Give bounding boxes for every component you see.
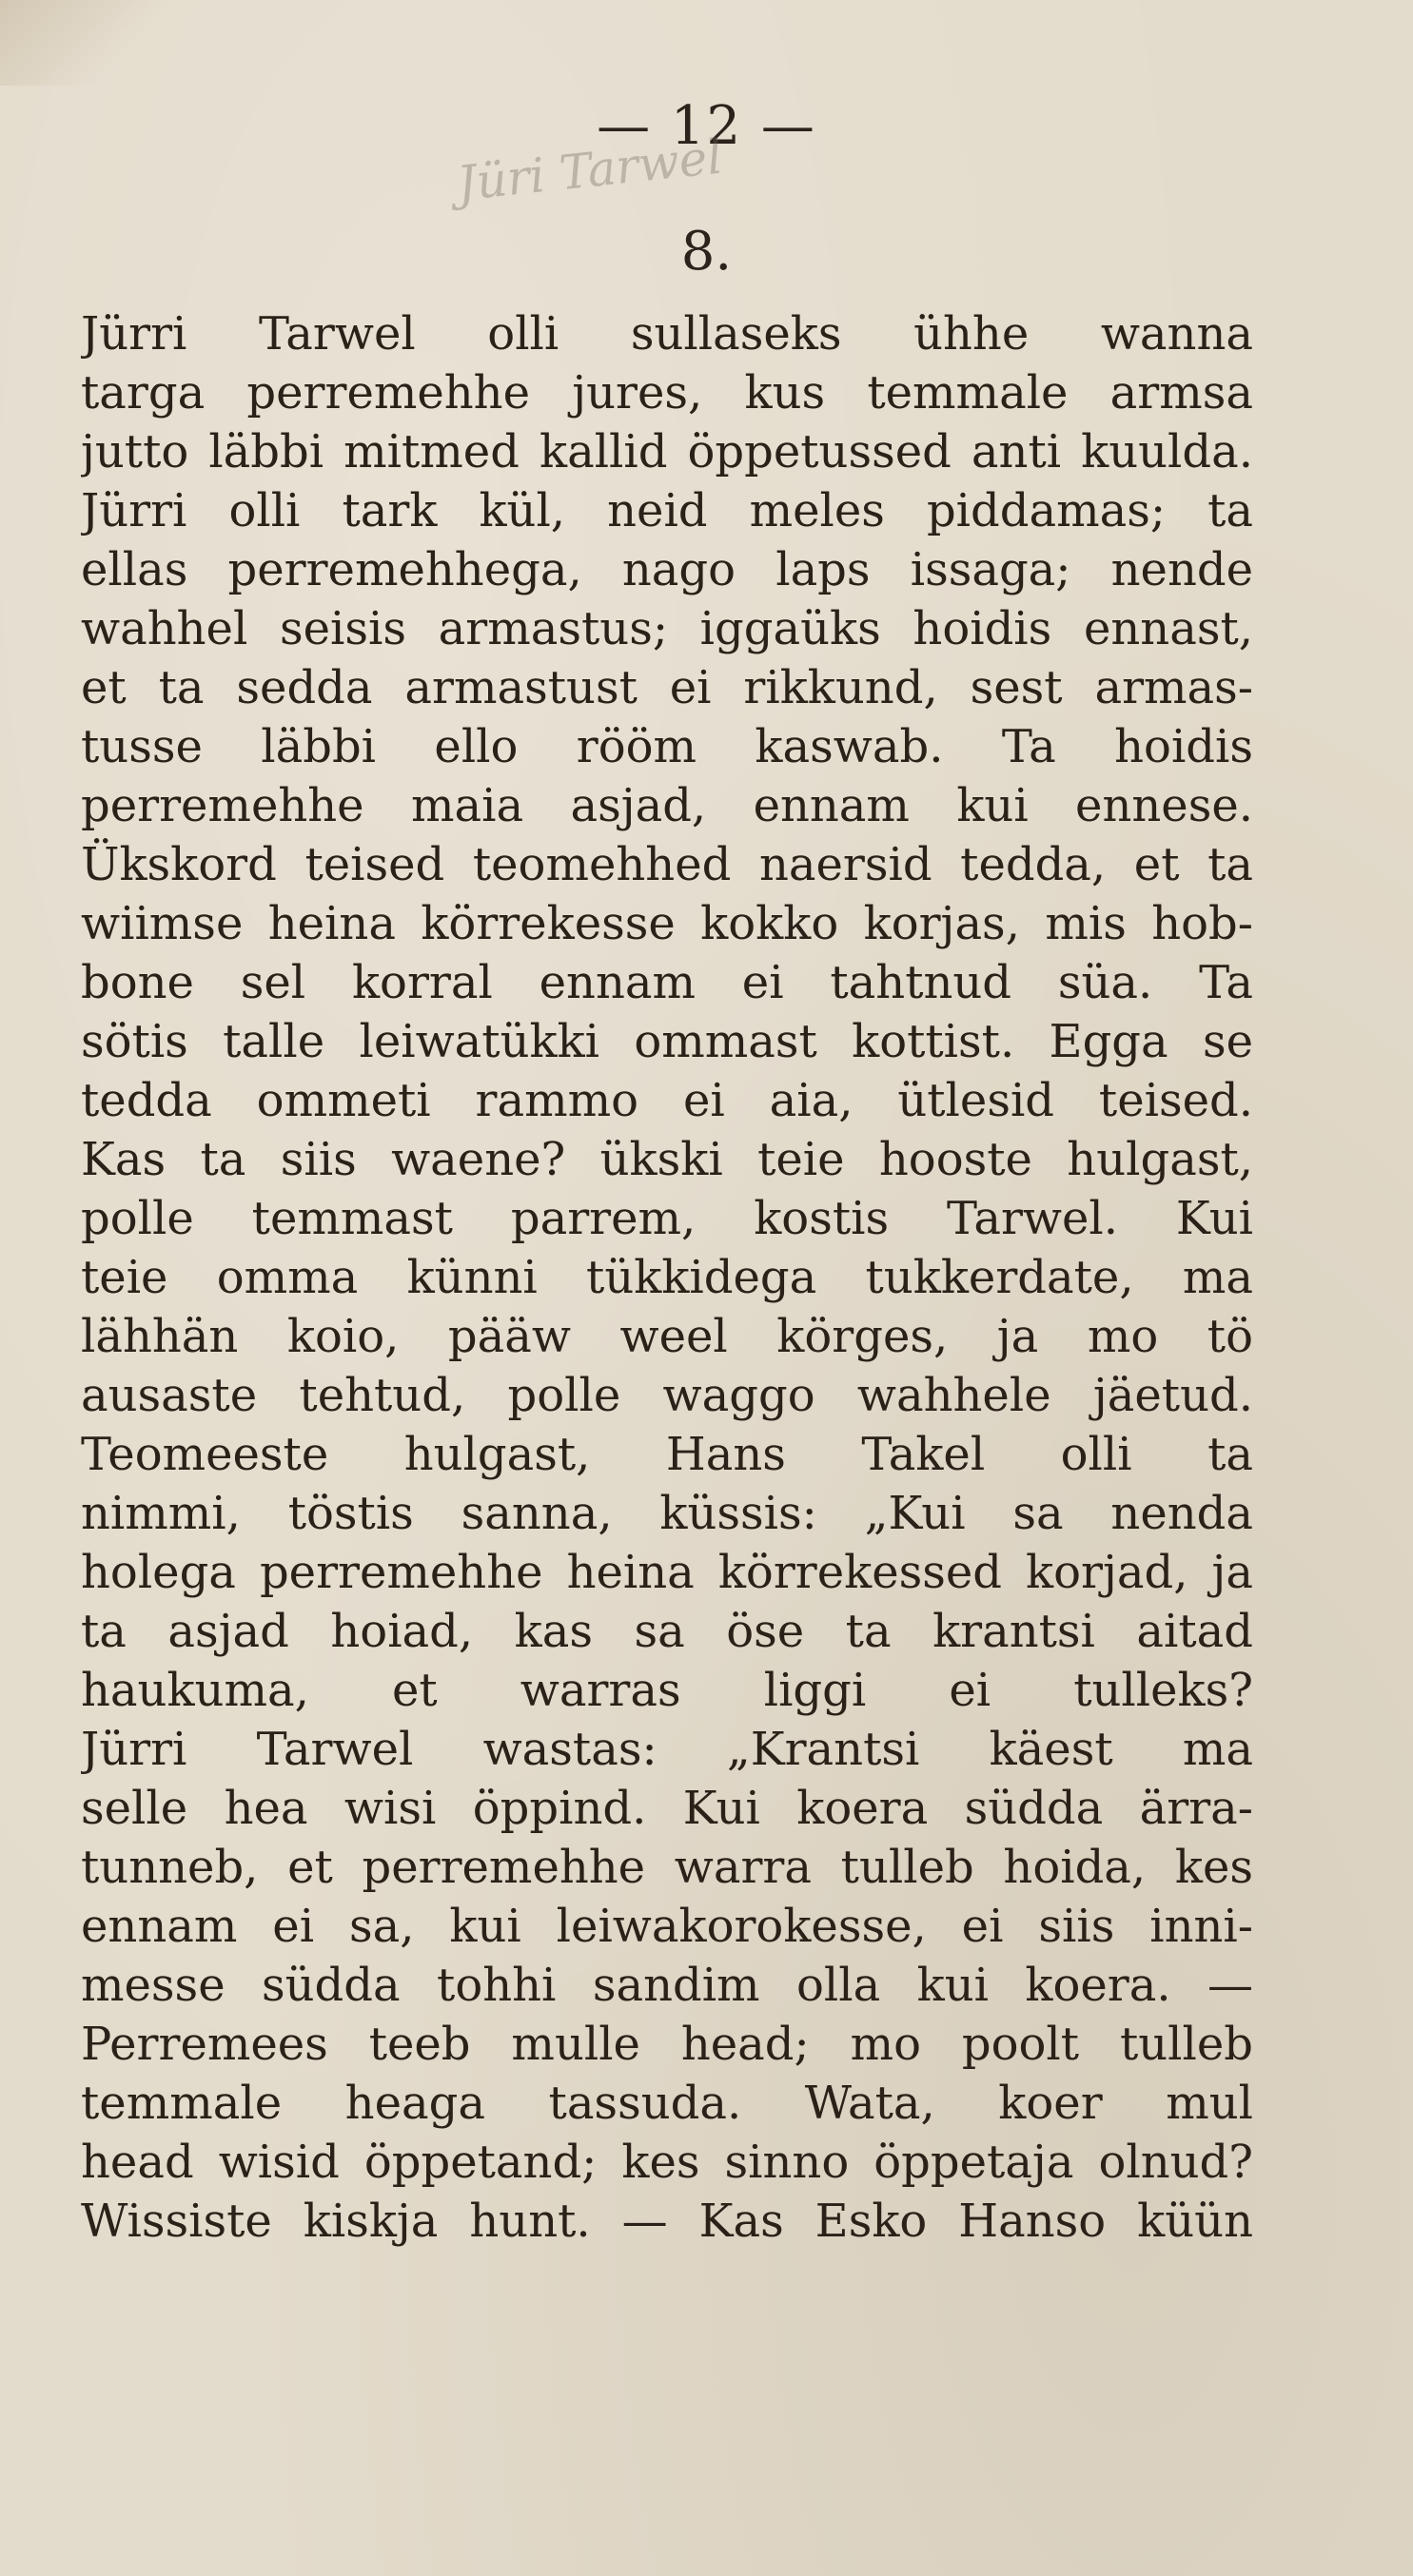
text-line: Ükskord teised teomehhed naersid tedda, et ta [81, 838, 1253, 891]
text-line: lähhän koio, pääw weel körges, ja mo tö [81, 1310, 1253, 1363]
text-line: teie omma künni tükkidega tukkerdate, ma [81, 1251, 1253, 1304]
text-line: Jürri Tarwel olli sullaseks ühhe wanna [81, 307, 1253, 361]
text-line: ta asjad hoiad, kas sa öse ta krantsi aitad [81, 1605, 1253, 1658]
text-line: bone sel korral ennam ei tahtnud süa. Ta [81, 956, 1253, 1009]
text-line: Jürri olli tark kül, neid meles piddamas; ta [81, 484, 1253, 537]
text-line: wahhel seisis armastus; iggaüks hoidis ennast, [81, 602, 1253, 655]
text-line: ausaste tehtud, polle waggo wahhele jäetud. [81, 1369, 1253, 1422]
text-line: targa perremehhe jures, kus temmale armsa [81, 366, 1253, 420]
page-corner-stain [0, 0, 171, 86]
text-line: Jürri Tarwel wastas: „Krantsi käest ma [81, 1723, 1253, 1776]
section-number: 8. [680, 221, 733, 283]
text-line: jutto läbbi mitmed kallid öppetussed anti kuulda. [81, 425, 1253, 478]
text-line: ennam ei sa, kui leiwakorokesse, ei siis inni- [81, 1900, 1253, 1953]
page-number: — 12 — [597, 95, 816, 157]
text-line: Wissiste kiskja hunt. — Kas Esko Hanso küün [81, 2195, 1253, 2248]
text-line: holega perremehhe heina körrekessed korjad, ja [81, 1546, 1253, 1599]
text-line: Perremees teeb mulle head; mo poolt tulleb [81, 2018, 1253, 2071]
pencil-annotation: Jüri Tarwel [454, 128, 725, 212]
text-line: wiimse heina körrekesse kokko korjas, mis hob- [81, 897, 1253, 950]
body-text [81, 304, 1253, 2251]
text-line: head wisid öppetand; kes sinno öppetaja olnud? [81, 2136, 1253, 2189]
text-line: Teomeeste hulgast, Hans Takel olli ta [81, 1428, 1253, 1481]
text-line: messe südda tohhi sandim olla kui koera. — [81, 1959, 1253, 2012]
text-line: tedda ommeti rammo ei aia, ütlesid teised. [81, 1074, 1253, 1127]
text-line: selle hea wisi öppind. Kui koera südda ärra- [81, 1782, 1253, 1835]
text-line: Kas ta siis waene? ükski teie hooste hulgast, [81, 1133, 1253, 1186]
text-line: tusse läbbi ello rööm kaswab. Ta hoidis [81, 720, 1253, 773]
text-line: ellas perremehhega, nago laps issaga; nende [81, 543, 1253, 596]
text-line: temmale heaga tassuda. Wata, koer mul [81, 2077, 1253, 2130]
text-line: tunneb, et perremehhe warra tulleb hoida, kes [81, 1841, 1253, 1894]
text-line: perremehhe maia asjad, ennam kui ennese. [81, 779, 1253, 832]
text-line: nimmi, töstis sanna, küssis: „Kui sa nenda [81, 1487, 1253, 1540]
text-line: et ta sedda armastust ei rikkund, sest armas- [81, 661, 1253, 714]
text-line: sötis talle leiwatükki ommast kottist. Egga se [81, 1015, 1253, 1068]
text-line: haukuma, et warras liggi ei tulleks? [81, 1664, 1253, 1717]
text-line: polle temmast parrem, kostis Tarwel. Kui [81, 1192, 1253, 1245]
